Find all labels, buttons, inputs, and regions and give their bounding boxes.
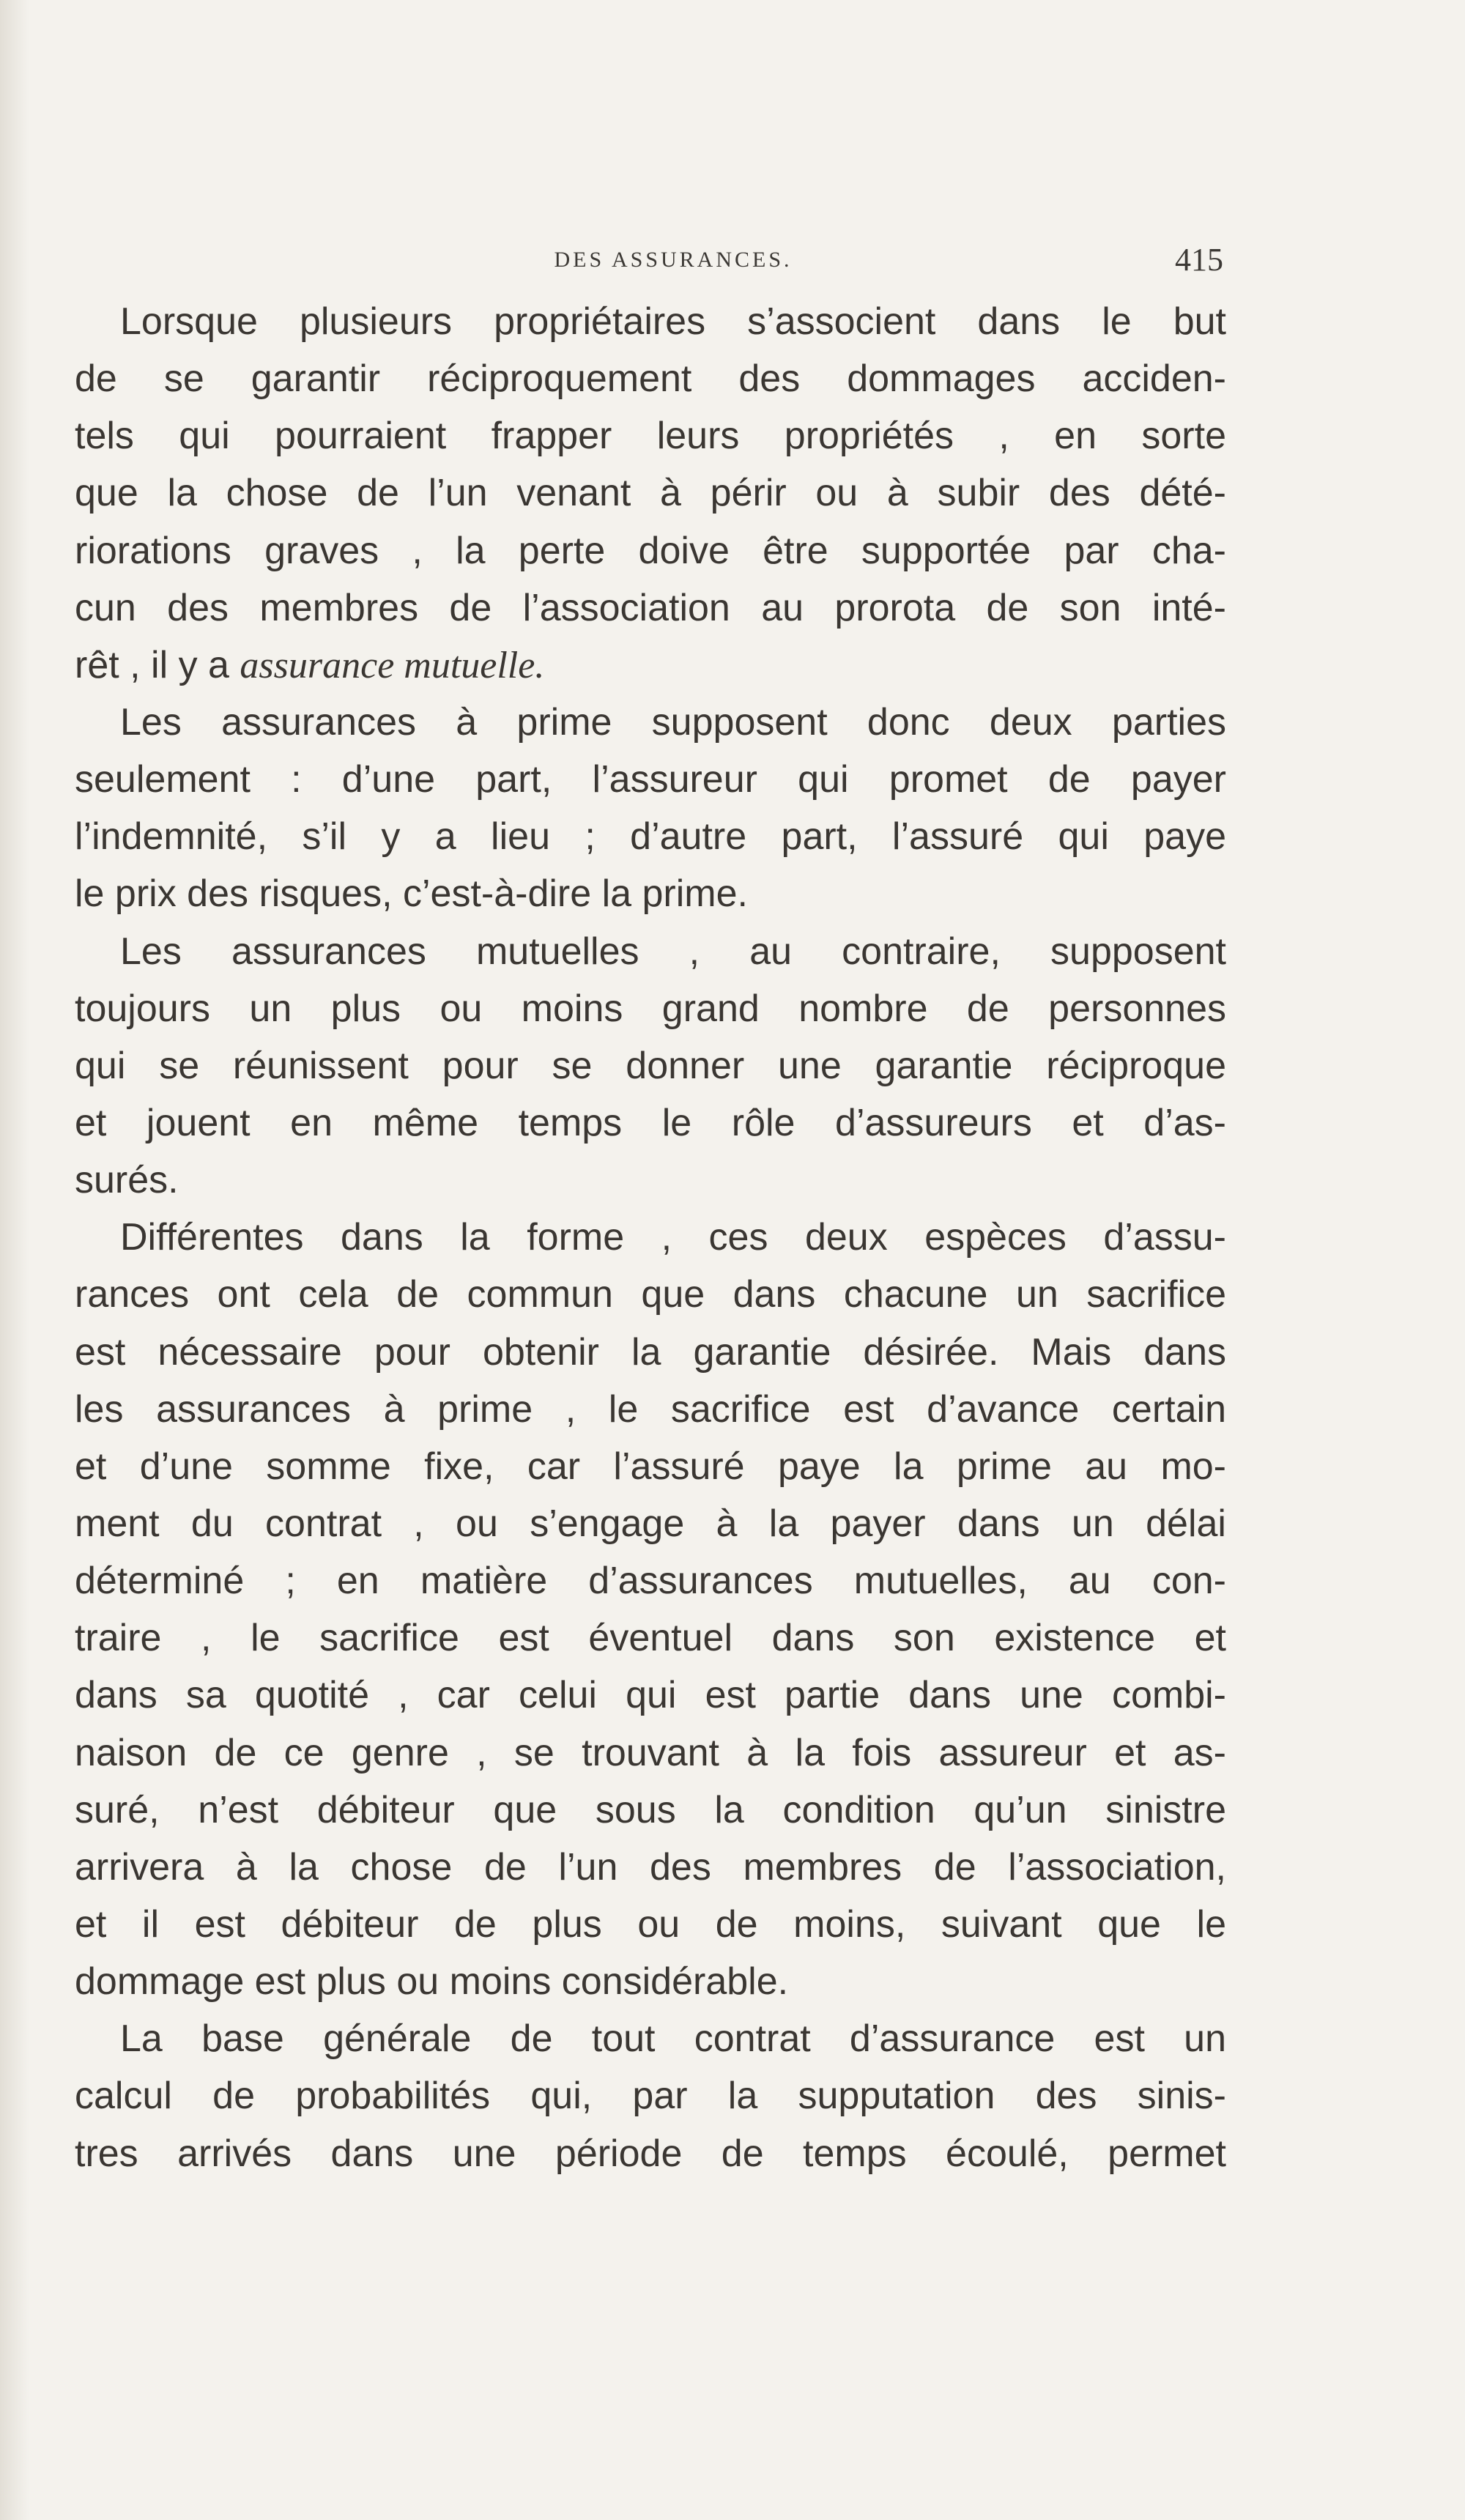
text-line: arrivera à la chose de l’un des membres de l’association, <box>75 1845 1226 1889</box>
text-line: suré, n’est débiteur que sous la condition qu’un sinistre <box>75 1788 1226 1831</box>
text-line: Lorsque plusieurs propriétaires s’associent dans le but <box>120 300 1226 343</box>
text-line: tres arrivés dans une période de temps écoulé, permet <box>75 2132 1226 2175</box>
text-line: rances ont cela de commun que dans chacune un sacrifice <box>75 1273 1226 1316</box>
text-line: tels qui pourraient frapper leurs propriétés , en sorte <box>75 415 1226 458</box>
text-line: que la chose de l’un venant à périr ou à subir des dété- <box>75 472 1226 515</box>
text-line: de se garantir réciproquement des dommages acciden- <box>75 357 1226 401</box>
text-line: riorations graves , la perte doive être supportée par cha- <box>75 529 1226 572</box>
text-line: déterminé ; en matière d’assurances mutuelles, au con- <box>75 1560 1226 1603</box>
text-line: est nécessaire pour obtenir la garantie désirée. Mais dans <box>75 1330 1226 1374</box>
text-line: Les assurances à prime supposent donc deux parties <box>120 700 1226 744</box>
text-line: et jouent en même temps le rôle d’assureurs et d’as- <box>75 1101 1226 1144</box>
text-line: et il est débiteur de plus ou de moins, suivant que le <box>75 1902 1226 1946</box>
running-head <box>123 242 1223 278</box>
text-line: dommage est plus ou moins considérable. <box>75 1960 789 2004</box>
text-line: Différentes dans la forme , ces deux espèces d’assu- <box>120 1216 1226 1259</box>
text-line: et d’une somme fixe, car l’assuré paye la prime au mo- <box>75 1445 1226 1488</box>
italic-term: assurance mutuelle. <box>240 644 545 686</box>
text-line: qui se réunissent pour se donner une garantie réciproque <box>75 1044 1226 1087</box>
text-line: surés. <box>75 1159 179 1202</box>
running-title: DES ASSURANCES. <box>554 248 793 272</box>
text-line: Les assurances mutuelles , au contraire, supposent <box>120 930 1226 973</box>
text-line: La base générale de tout contrat d’assurance est un <box>120 2017 1226 2061</box>
text-line: dans sa quotité , car celui qui est partie dans une combi- <box>75 1674 1226 1717</box>
text-line: le prix des risques, c’est-à-dire la prime. <box>75 872 748 916</box>
text-line: les assurances à prime , le sacrifice est d’avance certain <box>75 1387 1226 1431</box>
text-line: cun des membres de l’association au prorota de son inté- <box>75 586 1226 629</box>
text-line: seulement : d’une part, l’assureur qui promet de payer <box>75 758 1226 801</box>
page-number: 415 <box>1175 242 1223 278</box>
text-line: toujours un plus ou moins grand nombre de personnes <box>75 987 1226 1030</box>
text-line: traire , le sacrifice est éventuel dans son existence et <box>75 1617 1226 1660</box>
text-line-part: rêt , il y a <box>75 643 240 686</box>
text-line <box>75 637 1226 694</box>
text-line: ment du contrat , ou s’engage à la payer dans un délai <box>75 1502 1226 1545</box>
text-line: l’indemnité, s’il y a lieu ; d’autre part, l’assuré qui paye <box>75 815 1226 859</box>
text-line: naison de ce genre , se trouvant à la fois assureur et as- <box>75 1731 1226 1774</box>
text-line: calcul de probabilités qui, par la supputation des sinis- <box>75 2075 1226 2118</box>
body-text <box>75 293 1226 2182</box>
